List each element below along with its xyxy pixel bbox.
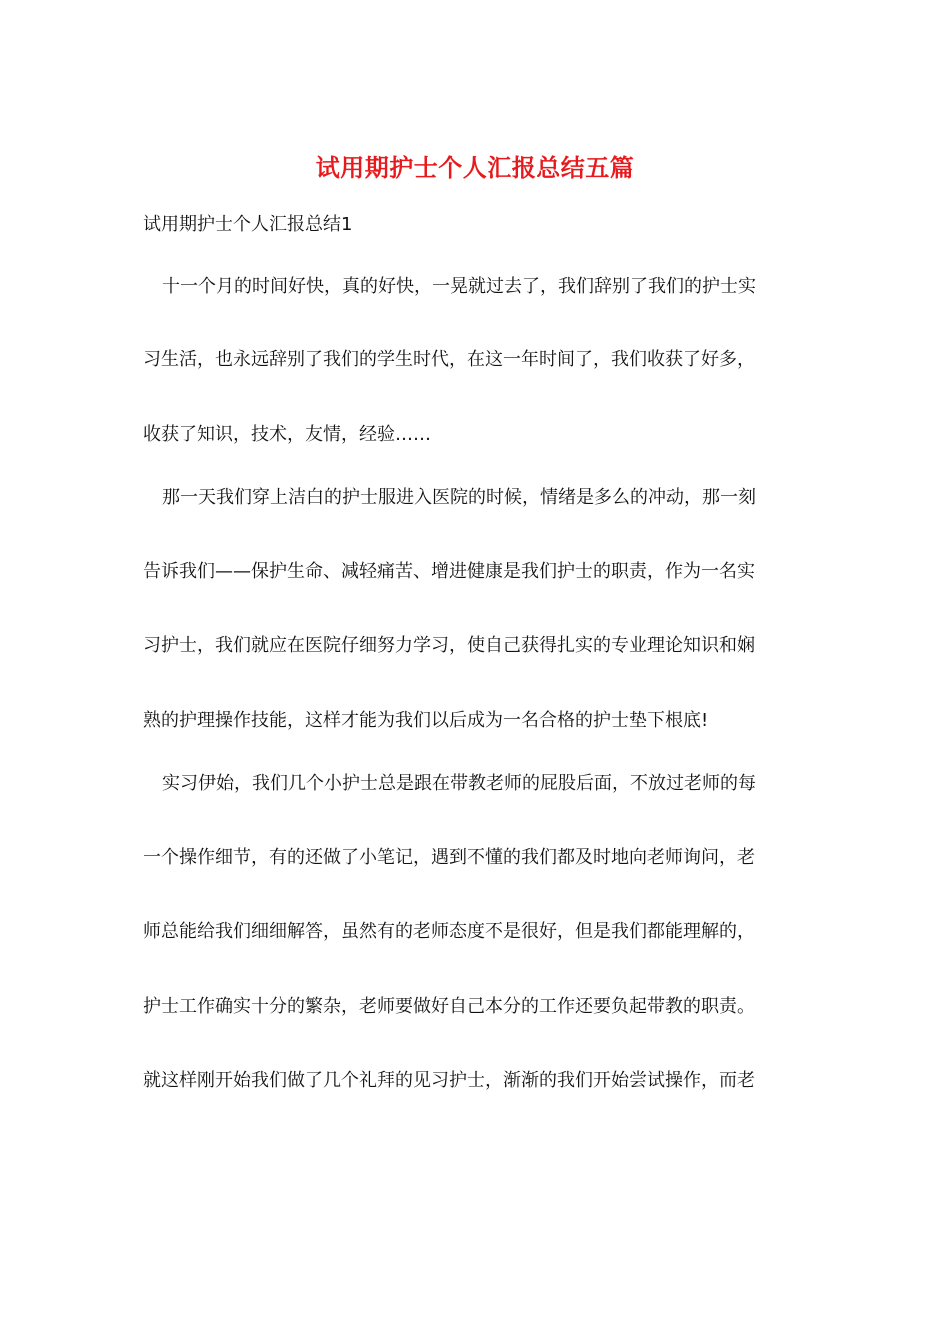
paragraph-2-line-3: 习护士，我们就应在医院仔细努力学习，使自己获得扎实的专业理论知识和娴 (143, 635, 755, 656)
document-title: 试用期护士个人汇报总结五篇 (315, 153, 635, 182)
paragraph-2-line-4: 熟的护理操作技能，这样才能为我们以后成为一名合格的护士垫下根底! (143, 710, 709, 731)
paragraph-3-line-1: 实习伊始，我们几个小护士总是跟在带教老师的屁股后面，不放过老师的每 (162, 773, 756, 794)
paragraph-2-line-1: 那一天我们穿上洁白的护士服进入医院的时候，情绪是多么的冲动，那一刻 (162, 487, 756, 508)
paragraph-3-line-3: 师总能给我们细细解答，虽然有的老师态度不是很好，但是我们都能理解的， (143, 921, 755, 942)
paragraph-2-line-2: 告诉我们——保护生命、减轻痛苦、增进健康是我们护士的职责，作为一名实 (143, 561, 755, 582)
paragraph-3-line-2: 一个操作细节，有的还做了小笔记，遇到不懂的我们都及时地向老师询问，老 (143, 847, 755, 868)
paragraph-1-line-3: 收获了知识，技术，友情，经验…… (143, 424, 431, 445)
section-heading: 试用期护士个人汇报总结1 (143, 214, 353, 235)
paragraph-3-line-4: 护士工作确实十分的繁杂，老师要做好自己本分的工作还要负起带教的职责。 (143, 996, 755, 1017)
paragraph-1-line-1: 十一个月的时间好快，真的好快，一晃就过去了，我们辞别了我们的护士实 (162, 276, 756, 297)
paragraph-1-line-2: 习生活，也永远辞别了我们的学生时代，在这一年时间了，我们收获了好多， (143, 349, 755, 370)
paragraph-3-line-5: 就这样刚开始我们做了几个礼拜的见习护士，渐渐的我们开始尝试操作，而老 (143, 1070, 755, 1091)
